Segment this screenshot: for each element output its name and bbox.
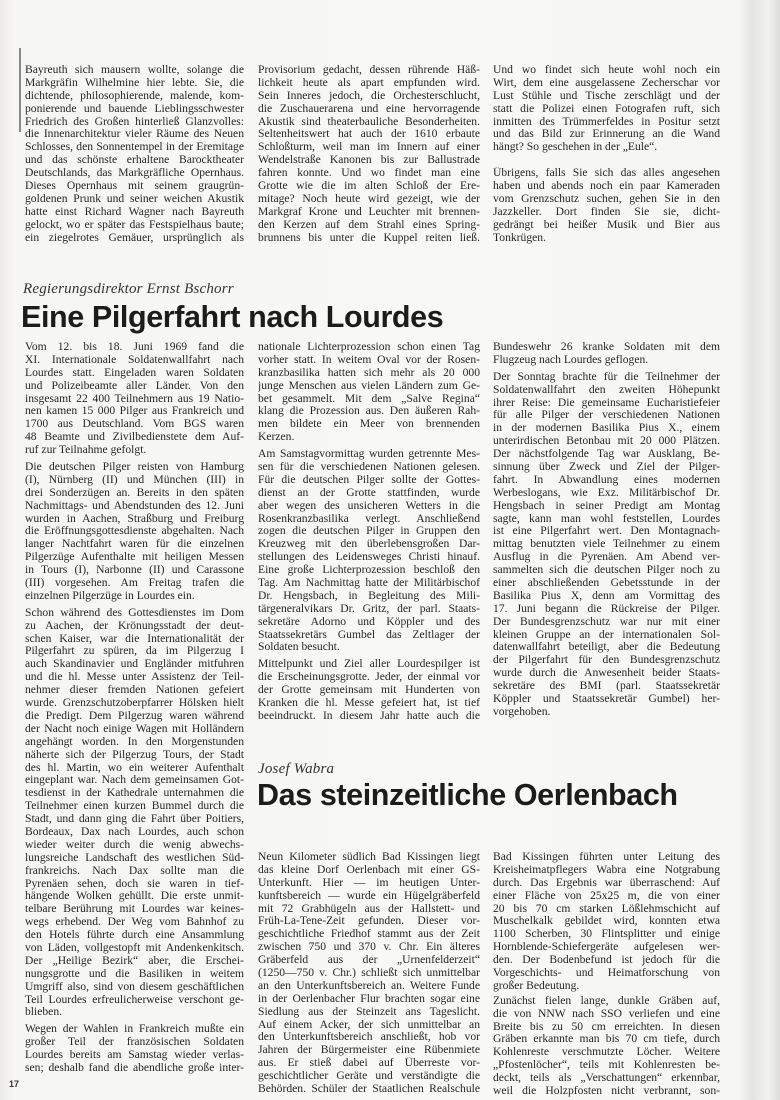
article1-column-2 [258, 341, 480, 723]
text-line: Die deutschen Pilger reisten von Hamburg [25, 461, 244, 474]
text-line: die von NNW nach SSO verliefen und eine [493, 1007, 720, 1020]
text-line: vom Grenzschutz suchen, gehen Sie in den [493, 193, 720, 206]
paragraph [493, 341, 720, 367]
paragraph [25, 607, 244, 1020]
text-line: bet gesammelt. Mit dem „Salve Regina“ [258, 392, 480, 405]
text-line: fahrt. In Abwandlung eines modernen [493, 473, 720, 486]
article2-byline: Josef Wabra [258, 761, 335, 777]
paragraph [25, 64, 244, 244]
text-line: Neun Kilometer südlich Bad Kissingen liegt [258, 851, 480, 863]
paragraph [258, 658, 480, 722]
text-line: geschichtliche Friedhof stammt aus der Zeit [258, 928, 480, 941]
text-line: Unterkunft. Hier — im heutigen Unter- [258, 876, 480, 889]
text-line: Tonkrügen. [493, 231, 546, 244]
text-line: kranzbasilika hatten sich mehr als 20 000 [258, 366, 480, 379]
text-line: Gräben erkannte man bis 70 cm tiefe, durch [493, 1033, 720, 1046]
text-line: mitage? Noch heute wird gezeigt, wie der [258, 192, 480, 205]
text-line: Siedlung aus der Steinzeit ans Tageslicht. [258, 1005, 480, 1018]
text-line: geschichtlicher Geräte und verständigte die [258, 1070, 480, 1083]
text-line: Kranken die hl. Messe gefeiert hat, ist tief [258, 697, 480, 710]
text-line: sen; deshalb fand die abendliche große inter- [25, 1061, 244, 1074]
text-line: Schlosses, den Sonnentempel in der Eremitage [25, 141, 244, 154]
text-line: Provisorium gedacht, dessen rührende Häß- [258, 64, 480, 76]
text-line: XI. Internationale Soldatenwallfahrt nach [25, 353, 244, 366]
text-line: blieben. [25, 1006, 63, 1019]
text-line: stellungen des Leidensweges Christi hinauf. [258, 551, 480, 564]
text-line: Kerzen. [258, 431, 295, 444]
text-line: (I), Nürnberg (II) und München (III) in [25, 473, 244, 486]
text-line: Friedrich des Großen hinterließ Glanzvolles: [25, 115, 244, 128]
text-line: Bundeswehr 26 kranke Soldaten mit dem [493, 341, 720, 353]
text-line: sekretäre Adorno und Köppler und des [258, 615, 480, 628]
text-line: für alle Pilger der verschiedenen Nationen [493, 409, 720, 422]
prev-article-column-2 [258, 64, 480, 244]
text-line: Basilika Pius X, denn am Vormittag des [493, 589, 720, 602]
text-line: Wegen der Wahlen in Frankreich mußte ein [25, 1023, 244, 1036]
article1-column-3 [493, 341, 720, 719]
text-line: zu Aachen, der Krönungsstadt der deut- [25, 619, 244, 632]
text-line: 1100 Scherben, 30 Flintsplitter und einige [493, 928, 720, 941]
text-line: „Pfostenlöcher“, teils mit Kohlenresten be- [493, 1059, 720, 1072]
text-line: hängende Wolken gehüllt. Die erste unmit- [25, 890, 244, 903]
text-line: Zunächst fielen lange, dunkle Gräben auf, [493, 994, 720, 1007]
text-line: langer Nachtfahrt waren für die einzelnen [25, 538, 244, 551]
text-line: nehmer dieser fremden Nationen gefeiert [25, 684, 244, 697]
article2-column-2 [493, 851, 720, 1098]
article1-byline: Regierungsdirektor Ernst Bschorr [23, 281, 234, 297]
text-line: den. Der Bodenbefund ist jedoch für die [493, 954, 720, 967]
paragraph [25, 1023, 244, 1075]
text-line: Bordeaux, Dax nach Lourdes, auch schon [25, 825, 244, 838]
text-line: ein ziegelrotes Gemäuer, ursprünglich als [25, 231, 244, 244]
text-line: die Erscheinungsgrotte. Jeder, der einmal vor [258, 671, 480, 684]
text-line: die Innenarchitektur vieler Räume des Neuen [25, 128, 244, 141]
text-line: dienst an der Grotte stattfinden, wurde [258, 486, 480, 499]
text-line: Kreuzweg mit den überlebensgroßen Dar- [258, 538, 480, 551]
text-line: Sein Inneres jedoch, die Orchesterschlucht, [258, 89, 480, 102]
text-line: sinnung über Zweck und Ziel der Pilger- [493, 461, 720, 474]
article1-title: Eine Pilgerfahrt nach Lourdes [21, 300, 444, 334]
text-line: Eine große Lichterprozession beschloß den [258, 564, 480, 577]
text-line: nationale Lichterprozession schon einen Tag [258, 341, 480, 353]
text-line: wurden in Aachen, Straßburg und Freiburg [25, 512, 244, 525]
text-line: sen für die verschiedenen Nationen gelesen. [258, 461, 480, 474]
text-line: klang die Prozession aus. Den äußeren Rah- [258, 405, 480, 418]
text-line: an den Unterkunftsbereich an. Weitere Funde [258, 979, 480, 992]
paragraph [493, 851, 720, 993]
text-line: brunnens bis unter die Kuppel reiten ließ. [258, 231, 480, 244]
text-line: Behörden. Schüler der Staatlichen Realschule [258, 1083, 480, 1096]
text-line: näherte sich der Pilgerzug Tours, der Stadt [25, 748, 244, 761]
text-line: tesdienst in der Kathedrale unternahmen die [25, 787, 244, 800]
text-line: Kreisheimatpflegers Wabra eine Notgrabung [493, 863, 720, 876]
text-line: Auf einem Acker, der sich unmittelbar an [258, 1018, 480, 1031]
text-line: dichtende, philosophierende, malende, kom- [25, 89, 244, 102]
text-line: deckt, teils als „Verschattungen“ erkennbar, [493, 1072, 720, 1085]
text-line: inmitten des Trümmerfeldes in Positur setzt [493, 115, 720, 128]
text-line: angehängt worden. In den Morgenstunden [25, 735, 244, 748]
text-line: Der „Heilige Bezirk“ aber, die Erschei- [25, 954, 244, 967]
text-line: Akustik sind theaterbauliche Besonderheiten. [258, 115, 480, 128]
text-line: der Grotte gemeinsam mit Hunderten von [258, 684, 480, 697]
text-line: Wendelstraße Kanonen bis zur Ballustrade [258, 154, 480, 167]
text-line: goldenen Prunk und seiner weichen Akustik [25, 192, 244, 205]
text-line: den Unterkunftsbereich anschließt, hob vor [258, 1031, 480, 1044]
article2-title: Das steinzeitliche Oerlenbach [257, 778, 678, 812]
text-line: (III) vorgesehen. Am Freitag trafen die [25, 577, 244, 590]
text-line: (1250—750 v. Chr.) schließt sich unmittelbar [258, 967, 480, 980]
text-line: Soldatenwallfahrt den zweiten Höhepunkt [493, 383, 720, 396]
text-line: Jazzkeller. Dort finden Sie sie, dicht- [493, 205, 720, 218]
text-line: und Polizeibeamte aller Länder. Von den [25, 379, 244, 392]
text-line: und das schönste erhaltene Barocktheater [25, 154, 244, 167]
text-line: Schloßturm, weil man im Innern auf einer [258, 141, 480, 154]
text-line: mit 72 Grabhügeln aus der Hallstett- und [258, 902, 480, 915]
text-line: ist eine Pilgerfahrt wert. Den Montagnach- [493, 525, 720, 538]
paragraph [25, 461, 244, 603]
text-line: Der Sonntag brachte für die Teilnehmer der [493, 370, 720, 383]
text-line: hatte einst Richard Wagner nach Bayreuth [25, 205, 244, 218]
text-line: Deutschlands, das Markgräfliche Opernhaus. [25, 167, 244, 180]
text-line: Muschelkalk gebildet wird, konnten etwa [493, 915, 720, 928]
text-line: telbare Berührung mit Lourdes war keines- [25, 903, 244, 916]
text-line: Pilgerfahrt zu spüren, da im Pilgerzug I [25, 645, 244, 658]
text-line: Teilnehmer einen kurzen Bummel durch die [25, 800, 244, 813]
text-line: von Läden, vollgestopft mit Andenkenkitsch. [25, 941, 244, 954]
text-line: Hornblende-Schiefergeräte aufgelesen wer- [493, 941, 720, 954]
text-line: Stadt, und dann ging die Fahrt über Poitiers, [25, 813, 244, 826]
text-line: einer Fläche von 25x25 m, die von einer [493, 889, 720, 902]
text-line: in Tours (I), Narbonne (II) und Carassone [25, 564, 244, 577]
text-line: Markgraf Krone und Leuchter mit brennen- [258, 205, 480, 218]
text-line: ihrer Reise: Die gemeinsame Eucharistiefeier [493, 396, 720, 409]
text-line: 1700 aus Deutschland. Vom BGS waren [25, 418, 244, 431]
text-line: nen kamen 15 000 Pilger aus Frankreich und [25, 405, 244, 418]
text-line: mittag benutzten viele Teilnehmer zu einem [493, 538, 720, 551]
text-line: ponierende und bauende Lieblingsschwester [25, 102, 244, 115]
text-line: Der nächstfolgende Tag war Ausklang, Be- [493, 448, 720, 461]
text-line: Grotte wie die im alten Schloß der Ere- [258, 180, 480, 193]
text-line: den Hotels führte durch eine Ansammlung [25, 929, 244, 942]
text-line: und die hl. Messe unter Assistenz der Teil- [25, 671, 244, 684]
text-line: drei Sonderzügen an. Bereits in den späten [25, 486, 244, 499]
text-line: 20 bis 70 cm starken Lößlehmschicht auf [493, 902, 720, 915]
text-line: zwischen 750 und 370 v. Chr. Ein älteres [258, 941, 480, 954]
text-line: Mittelpunkt und Ziel aller Lourdespilger ist [258, 658, 480, 671]
text-line: einzelnen Pilgerzüge in Lourdes ein. [25, 589, 195, 602]
text-line: men bildete ein Meer von brennenden [258, 418, 480, 431]
text-line: Lust Stühle und Tische zerschlägt und der [493, 89, 720, 102]
article2-column-1 [258, 851, 480, 1096]
text-line: eingeplant war. Nach dem gemeinsamen Got- [25, 774, 244, 787]
text-line: sammelten sich die deutschen Pilger noch zu [493, 564, 720, 577]
text-line: des hl. Martin, wo ein weiterer Aufenthalt [25, 761, 244, 774]
text-line: Schon während des Gottesdienstes im Dom [25, 606, 244, 619]
text-line: sekretäre des BMI (parl. Staatssekretär [493, 680, 720, 693]
text-line: sagte, kann man wohl feststellen, Lourdes [493, 512, 720, 525]
text-line: auch Skandinavier und Engländer mitfuhren [25, 658, 244, 671]
text-line: der Pilgerfahrt für den Bundesgrenzschutz [493, 654, 720, 667]
text-line: Dr. Hengsbach, in Begleitung des Mili- [258, 589, 480, 602]
text-line: vorher statt. In weitem Oval vor der Rosen- [258, 353, 480, 366]
text-line: Früh-La-Tene-Zeit gefunden. Dieser vor- [258, 915, 480, 928]
text-line: die Eröffnungsgottesdienste abgehalten. Nach [25, 525, 244, 538]
text-line: frankreichs. Nach Dax sollte man die [25, 864, 244, 877]
text-line: Lourdes statt. Eingeladen waren Soldaten [25, 366, 244, 379]
text-line: kunftsbereich — wurde ein Hügelgräberfeld [258, 889, 480, 902]
text-line: Hengsbach in seiner Predigt am Montag [493, 499, 720, 512]
text-line: 48 Beamte und Zivilbedienstete dem Auf- [25, 431, 244, 444]
text-line: Köppler und Staatssekretär Gumbel) her- [493, 693, 720, 706]
text-line: datenwallfahrt beteiligt, aber die Bedeutung [493, 641, 720, 654]
text-line: die Predigt. Dem Pilgerzug waren während [25, 709, 244, 722]
text-line: insgesamt 22 400 Teilnehmern aus 19 Natio- [25, 392, 244, 405]
text-line: Tag. Am Nachmittag hatte der Militärbischof [258, 577, 480, 590]
text-line: der Nacht noch einige Wagen mit Holländern [25, 722, 244, 735]
page-number: 17 [9, 1079, 20, 1089]
text-line: Bad Kissingen führten unter Leitung des [493, 851, 720, 863]
text-line: Der Bundesgrenzschutz war nur mit einer [493, 615, 720, 628]
text-line: schen Kaiser, war die Internationalität der [25, 632, 244, 645]
text-line: Pyrenäen sehen, doch sie waren in tief- [25, 877, 244, 890]
text-line: Lourdes bereits am Samstag wieder verlas- [25, 1049, 244, 1062]
text-line: tärgeneralvikars Dr. Gritz, der parl. Staats- [258, 602, 480, 615]
text-line: Und wo findet sich heute wohl noch ein [493, 64, 720, 76]
text-line: in der modernen Basilika Pius X., einem [493, 422, 720, 435]
paragraph [493, 371, 720, 719]
text-line: in der Oerlenbacher Flur brachten sogar eine [258, 992, 480, 1005]
text-line: Umgriff also, sind von diesem geschäftlichen [25, 980, 244, 993]
text-line: nungsgrotte und die Basiliken in weitem [25, 967, 244, 980]
text-line: wurde durch die Anwesenheit beider Staats- [493, 667, 720, 680]
text-line: fahren konnte. Und wo findet man eine [258, 167, 480, 180]
text-line: Am Samstagvormittag wurden getrennte Mes- [258, 448, 480, 461]
text-line: Markgräfin Wilhelmine hier lebte. Sie, die [25, 76, 244, 89]
text-line: lichkeit heute als apart empfunden wird. [258, 76, 480, 89]
text-line: lungsreiche Landschaft des westlichen Süd- [25, 851, 244, 864]
text-line: wieder weiter durch die wenig abwechs- [25, 838, 244, 851]
paragraph [25, 341, 244, 457]
text-line: vorgehoben. [493, 705, 551, 718]
text-line: Nachmittags- und Abendstunden des 12. Juni [25, 499, 244, 512]
text-line: wegs erhebend. Der Weg vom Bahnhof zu [25, 916, 244, 929]
text-line: Kohlenreste verschmutzte Löcher. Weitere [493, 1046, 720, 1059]
paragraph [258, 851, 480, 1096]
text-line: unterirdischen Betonbau mit 20 000 Plätzen. [493, 435, 720, 448]
paragraph [493, 64, 720, 154]
text-line: Pilgerzüge Aufenthalte mit heiligen Messen [25, 551, 244, 564]
paragraph [258, 448, 480, 654]
text-line: haben und abends noch ein paar Kameraden [493, 180, 720, 193]
text-line: Flugzeug nach Lourdes geflogen. [493, 353, 649, 366]
text-line: großer Teil der französischen Soldaten [25, 1036, 244, 1049]
text-line: beeindruckt. In diesem Jahr hatte auch die [258, 709, 480, 722]
text-line: Jahren der Bürgermeister eine Rübenmiete [258, 1044, 480, 1057]
text-line: großer Bedeutung. [493, 979, 580, 992]
text-line: gelockt, wo er später das Festspielhaus baute; [25, 218, 244, 231]
prev-article-column-3 [493, 64, 720, 245]
text-line: einer abschließenden Gebetsstunde in der [493, 577, 720, 590]
text-line: zogen die deutschen Pilger in Gruppen den [258, 525, 480, 538]
text-line: junge Menschen aus vielen Ländern zum Ge- [258, 379, 480, 392]
text-line: weil die Holzpfosten nicht verbrannt, son- [493, 1085, 720, 1098]
text-line: aus. Er stieß dabei auf Überreste vor- [258, 1057, 480, 1070]
text-line: Werbeslogans, wie Exz. Militärbischof Dr. [493, 486, 720, 499]
paragraph [493, 995, 720, 1098]
text-line: den Kerzen auf dem Strahl eines Spring- [258, 218, 480, 231]
article1-column-1 [25, 341, 244, 1075]
text-line: durch. Das Ergebnis war überraschend: Auf [493, 876, 720, 889]
text-line: das kleine Dorf Oerlenbach mit einer GS- [258, 863, 480, 876]
text-line: Breite bis zu 50 cm erreichten. In diesen [493, 1020, 720, 1033]
text-line: Vom 12. bis 18. Juni 1969 fand die [25, 341, 244, 353]
text-line: Teil Lourdes erfreulicherweise verschont ge- [25, 993, 244, 1006]
text-line: Ausflug in die Pyrenäen. Am Abend ver- [493, 551, 720, 564]
text-line: Wirt, dem eine ausgelassene Zecherschar vor [493, 76, 720, 89]
text-line: Übrigens, falls Sie sich das alles angesehen [493, 167, 720, 180]
text-line: wurde. Grenzschutzoberpfarrer Hölsken hielt [25, 697, 244, 710]
text-line: Für die deutschen Pilger sollte der Gottes- [258, 473, 480, 486]
text-line: Soldaten besucht. [258, 641, 340, 654]
text-line: Bayreuth sich mausern wollte, solange die [25, 64, 244, 76]
text-line: Seltenheitswert hat auch der 1610 erbaute [258, 128, 480, 141]
text-line: 17. Juni begann die Rückreise der Pilger. [493, 602, 720, 615]
binding-mark [19, 48, 21, 132]
text-line: hängt? So geschehen in der „Eule“. [493, 141, 658, 154]
text-line: ruf zur Teilnahme gefolgt. [25, 444, 147, 457]
text-line: die Zuschauerarena und eine hervorragende [258, 102, 480, 115]
text-line: Staatssekretärs Gumbel das Zeltlager der [258, 628, 480, 641]
text-line: Rosenkranzbasilika verlegt. Anschließend [258, 512, 480, 525]
text-line: aber wegen des unsicheren Wetters in die [258, 499, 480, 512]
text-line: Gräberfeld aus der „Urnenfelderzeit“ [258, 954, 480, 967]
text-line: statt die Polizei einen Fotografen ruft, sich [493, 102, 720, 115]
text-line: Dieses Opernhaus mit seinem graugrün- [25, 180, 244, 193]
text-line: kleinen Gruppe an der internationalen Sol- [493, 628, 720, 641]
paragraph [258, 341, 480, 444]
prev-article-column-1 [25, 64, 244, 244]
paragraph [258, 64, 480, 244]
text-line: gedrängt bei heißer Musik und Bier aus [493, 218, 720, 231]
text-line: Vorgeschichts- und Heimatforschung von [493, 967, 720, 980]
paragraph [493, 167, 720, 244]
text-line: und das Bild zur Erinnerung an die Wand [493, 128, 720, 141]
